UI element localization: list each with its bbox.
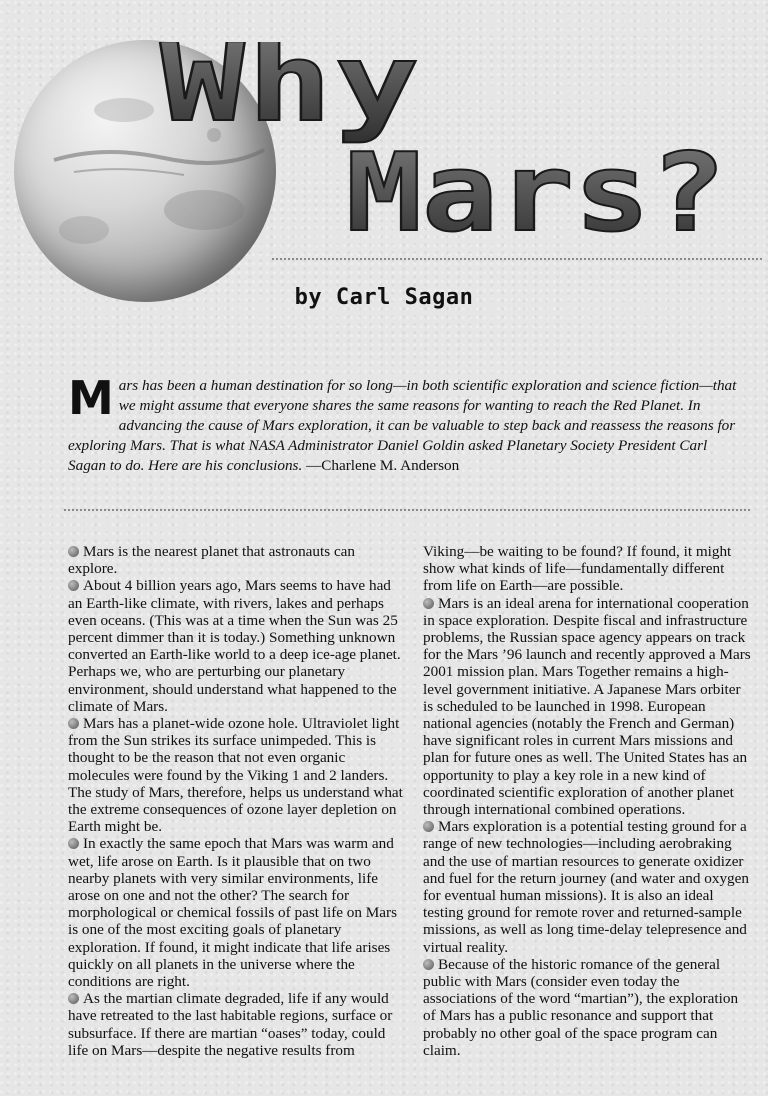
paragraph-continuation: Viking—be waiting to be found? If found, it might show what kinds of life—fundamentally different from life on Earth—are possible.	[423, 543, 732, 595]
paragraph: Mars exploration is a potential testing ground for a range of new technologies—including aerobraking and the use of martian resources to generate oxidizer and fuel for the return journey (and water and oxygen for eventual human missions). It is also an ideal testing ground for remote rover and returned-sample missions, as well as long time-delay telepresence and virtual reality.	[423, 818, 749, 956]
bullet-icon	[68, 718, 79, 729]
bullet-icon	[68, 580, 79, 591]
page-title	[150, 42, 750, 252]
intro-paragraph	[68, 371, 746, 476]
intro-text: ars has been a human destination for so long—in both scientific exploration and science fiction—that we might assume that everyone shares the same reasons for wanting to reach the Red Planet. In advancing the cause of Mars exploration, it can be valuable to step back and reassess the reasons for exploring Mars. That is what NASA Administrator Daniel Goldin asked Planetary Society President Carl Sagan to do. Here are his conclusions.	[68, 377, 737, 474]
title-line-2: Mars?	[346, 131, 726, 252]
bullet-icon	[423, 959, 434, 970]
left-column	[68, 543, 404, 1059]
bullet-icon	[423, 821, 434, 832]
bullet-icon	[423, 598, 434, 609]
divider-top	[272, 258, 762, 260]
paragraph: Mars is an ideal arena for international cooperation in space exploration. Despite fiscal and infrastructure problems, the Russian space agency appears on track for the Mars ’96 launch and recently approved a Mars 2001 mission plan. Mars Together remains a high-level government initiative. A Japanese Mars orbiter is scheduled to be launched in 1998. European national agencies (notably the French and German) have significant roles in current Mars missions and plan for future ones as well. The United States has an opportunity to play a key role in a new kind of coordinated scientific exploration of another planet through international combined operations.	[423, 594, 751, 819]
bullet-icon	[68, 546, 79, 557]
title-line-1: Why	[160, 42, 422, 146]
intro-credit: —Charlene M. Anderson	[306, 457, 460, 474]
right-column	[423, 543, 753, 1059]
paragraph: As the martian climate degraded, life if any would have retreated to the last habitable regions, surface or subsurface. If there are martian “oases” today, could life on Mars—despite the negative results from	[68, 990, 393, 1059]
drop-cap: M	[68, 371, 111, 425]
paragraph: About 4 billion years ago, Mars seems to have had an Earth-like climate, with rivers, lakes and perhaps even oceans. (This was at a time when the Sun was 25 percent dimmer than it is today.) Something unknown converted an Earth-like world to a deep ice-age planet. Perhaps we, who are perturbing our planetary environment, should understand what happened to the climate of Mars.	[68, 577, 401, 715]
paragraph: Mars has a planet-wide ozone hole. Ultraviolet light from the Sun strikes its surface unimpeded. This is thought to be the reason that not even organic molecules were found by the Viking 1 and 2 landers. The study of Mars, therefore, helps us understand what the extreme consequences of ozone layer depletion on Earth might be.	[68, 715, 403, 836]
paragraph: In exactly the same epoch that Mars was warm and wet, life arose on Earth. Is it plausible that on two nearby planets with very similar environments, life arose on one and not the other? The search for morphological or chemical fossils of past life on Mars is one of the most exciting goals of planetary exploration. If found, it might indicate that life arises quickly on all planets in the universe where the conditions are right.	[68, 835, 397, 991]
divider-middle	[64, 509, 750, 511]
bullet-icon	[68, 993, 79, 1004]
paragraph: Because of the historic romance of the general public with Mars (consider even today the associations of the word “martian”), the exploration of Mars has a public resonance and support that probably no other goal of the space program can claim.	[423, 955, 739, 1059]
bullet-icon	[68, 838, 79, 849]
paragraph: Mars is the nearest planet that astronauts can explore.	[68, 543, 356, 578]
byline: by Carl Sagan	[294, 285, 474, 310]
